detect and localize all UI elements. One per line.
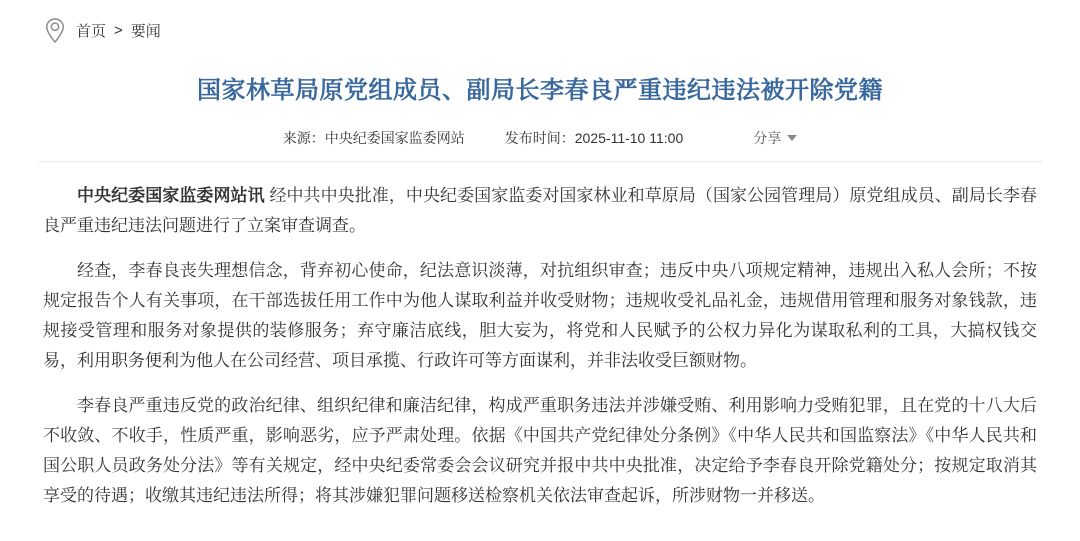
article-paragraph: 经查，李春良丧失理想信念，背弃初心使命，纪法意识淡薄，对抗组织审查；违反中央八项规定精神，违规出入私人会所；不按规定报告个人有关事项，在干部选拔任用工作中为他人谋取利益并收受财物；违规收受礼品礼金，违规借用管理和服务对象钱款，违规接受管理和服务对象提供的装修服务；弃守廉洁底线，胆大妄为，将党和人民赋予的公权力异化为谋取私利的工具，大搞权钱交易，利用职务便利为他人在公司经营、项目承揽、行政许可等方面谋利，并非法收受巨额财物。 <box>43 261 1037 370</box>
paragraph-lead: 中央纪委国家监委网站讯 <box>77 186 265 205</box>
meta-publish-label: 发布时间： <box>504 130 575 146</box>
meta-publish-time <box>505 128 683 148</box>
meta-source-value: 中央纪委国家监委网站 <box>324 130 465 146</box>
breadcrumb-current-link[interactable]: 要闻 <box>130 23 161 40</box>
article-body <box>0 162 1080 541</box>
article-meta <box>0 128 1080 148</box>
share-button-label: 分享 <box>753 130 782 146</box>
meta-source-label: 来源： <box>282 130 325 146</box>
article-paragraph: 李春良严重违反党的政治纪律、组织纪律和廉洁纪律，构成严重职务违法并涉嫌受贿、利用影响力受贿犯罪，且在党的十八大后不收敛、不收手，性质严重，影响恶劣，应予严肃处理。依据《中国共产党纪律处分条例》《中华人民共和国监察法》《中华人民共和国公职人员政务处分法》等有关规定，经中央纪委常委会会议研究并报中共中央批准，决定给予李春良开除党籍处分；按规定取消其享受的待遇；收缴其违纪违法所得；将其涉嫌犯罪问题移送检察机关依法审查起诉，所涉财物一并移送。 <box>43 396 1037 505</box>
location-pin-icon <box>44 17 66 44</box>
meta-source <box>283 128 465 148</box>
share-button[interactable] <box>753 128 797 148</box>
breadcrumb-separator: > <box>114 22 123 39</box>
chevron-down-icon <box>787 135 797 141</box>
breadcrumb-home-link[interactable]: 首页 <box>76 23 107 40</box>
breadcrumb <box>0 0 1080 44</box>
article-title: 国家林草局原党组成员、副局长李春良严重违纪违法被开除党籍 <box>197 77 883 104</box>
meta-publish-value: 2025-11-10 11:00 <box>574 130 684 146</box>
article-paragraph: 中央纪委国家监委网站讯 经中共中央批准，中央纪委国家监委对国家林业和草原局（国家公园管理局）原党组成员、副局长李春良严重违纪违法问题进行了立案审查调查。 <box>43 186 1038 235</box>
